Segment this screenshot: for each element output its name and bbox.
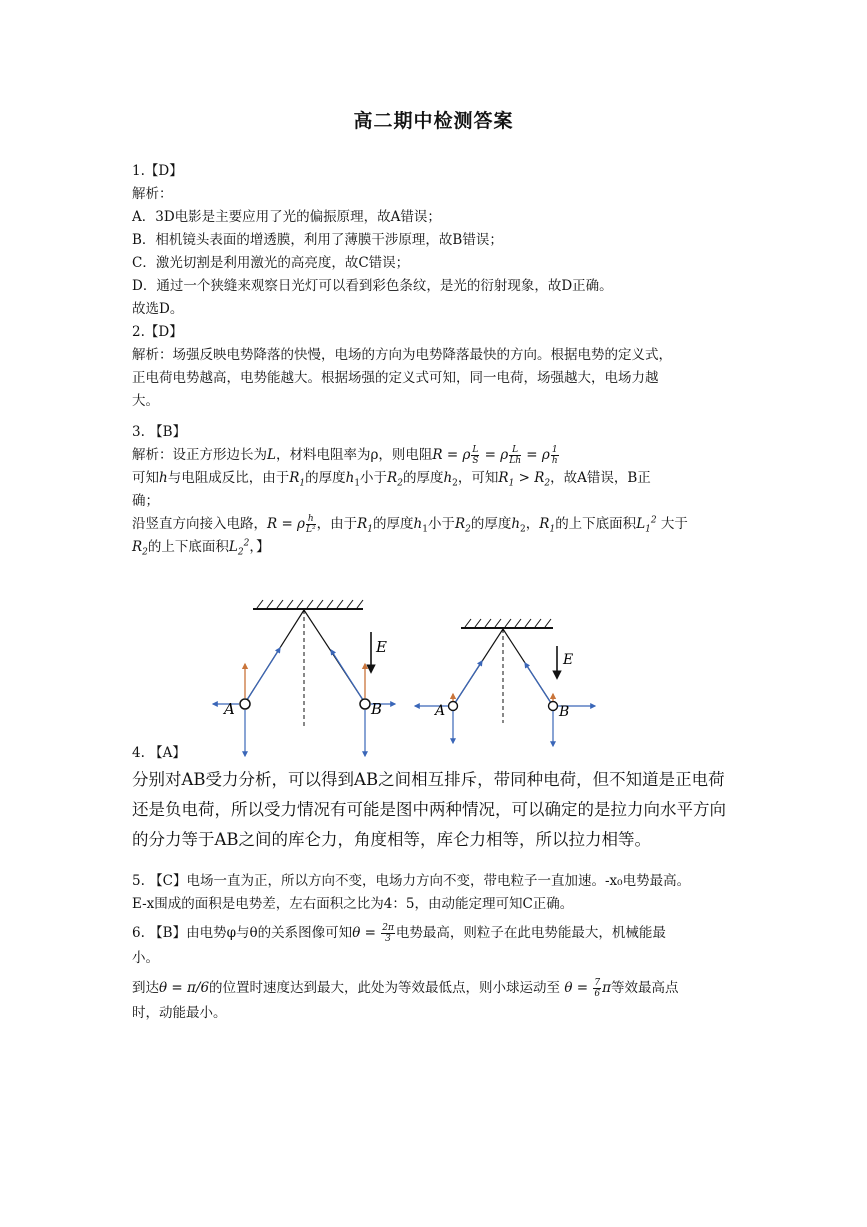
q3-line-4: 沿竖直方向接入电路，R = ρ $\frac{h}{\text{L²}}$ ，由于$R_1$的厚度$h_1$小于$R_2$的厚度$h_2$，$R_1$的上下底面积$L_1^2$ 大于: [132, 514, 688, 535]
q1-head: 1.【D】: [132, 163, 183, 179]
q2-line-1: 解析：场强反映电势降落的快慢，电场的方向为电势降落最快的方向。根据电势的定义式，: [132, 347, 672, 363]
question-5: [132, 870, 772, 916]
q4-line-1: 分别对AB受力分析，可以得到AB之间相互排斥，带同种电荷，但不知道是正电荷: [132, 770, 725, 789]
q1-line-a: A．3D电影是主要应用了光的偏振原理，故A错误；: [132, 209, 441, 225]
q3-line-2: 可知h与电阻成反比，由于$R_1$的厚度$h_1$小于$R_2$的厚度$h_2$，可知$R_1 > R_2$，故A错误，B正: [132, 470, 651, 489]
page-title: 高二期中检测答案: [353, 110, 514, 132]
q6-line-1: 6. 【B】由电势φ与θ的关系图像可知θ = $\frac{2\pi}{3}$ 电势最高，则粒子在此电势能最大，机械能最: [132, 923, 666, 944]
question-2: [132, 321, 762, 413]
label-e-right: E: [563, 652, 574, 668]
q3-line-5: $R_2$的上下底面积$L_2^2$，】: [132, 538, 270, 558]
label-e-left: E: [376, 638, 387, 656]
q1-line-d: D．通过一个狭缝来观察日光灯可以看到彩色条纹，是光的衍射现象，故D正确。: [132, 278, 613, 294]
label-a-right: A: [435, 703, 446, 719]
q3-line-3: 确；: [132, 493, 159, 509]
question-4-body: [132, 765, 762, 855]
resistance-formula: R = ρ $\frac{L}{S}$ = ρ $\frac{L}{Lh}$ = ρ $\frac{1}{h}$: [432, 445, 558, 466]
pendulum-figure: [205, 598, 610, 760]
q3-line-1: 解析：设正方形边长为L，材料电阻率为ρ，则电阻R = ρ $\frac{L}{S}$ = ρ $\frac{L}{Lh}$ = ρ $\frac{1}{h}$: [132, 445, 558, 466]
q1-line-c: C．激光切割是利用激光的高亮度，故C错误；: [132, 255, 410, 271]
q5-line-1: 5. 【C】电场一直为正，所以方向不变，电场力方向不变，带电粒子一直加速。-x₀电势最高。: [132, 873, 691, 889]
q2-line-2: 正电荷电势越高，电势能越大。根据场强的定义式可知，同一电荷，场强越大，电场力越: [132, 370, 659, 386]
question-3: [132, 421, 762, 559]
label-a-left: A: [224, 700, 235, 718]
q1-label: 解析：: [132, 186, 173, 202]
q6-line-2: 小。: [132, 950, 159, 966]
q2-head: 2.【D】: [132, 324, 183, 340]
q5-line-2: E-x围成的面积是电势差，左右面积之比为4：5，由动能定理可知C正确。: [132, 896, 574, 912]
q4-line-2: 还是负电荷，所以受力情况有可能是图中两种情况，可以确定的是拉力向水平方向: [132, 800, 726, 819]
question-4: [132, 742, 762, 765]
diagram-right: [415, 619, 595, 746]
q6-line-3: 到达θ = π/6的位置时速度达到最大，此处为等效最低点，则小球运动至 θ = $\frac{7}{6}$ π等效最高点: [132, 978, 679, 999]
label-b-left: B: [371, 700, 383, 718]
q4-head: 4. 【A】: [132, 745, 186, 761]
diagram-left: [213, 600, 395, 756]
q3-head: 3. 【B】: [132, 424, 187, 440]
q4-line-3: 的分力等于AB之间的库仑力，角度相等，库仑力相等，所以拉力相等。: [132, 830, 652, 849]
question-6: [132, 921, 762, 1026]
q6-line-4: 时，动能最小。: [132, 1005, 227, 1021]
label-b-right: B: [559, 704, 570, 720]
q1-conclusion: 故选D。: [132, 301, 184, 317]
q2-line-3: 大。: [132, 393, 159, 409]
question-1: [132, 160, 762, 321]
q1-line-b: B．相机镜头表面的增透膜，利用了薄膜干涉原理，故B错误；: [132, 232, 503, 248]
